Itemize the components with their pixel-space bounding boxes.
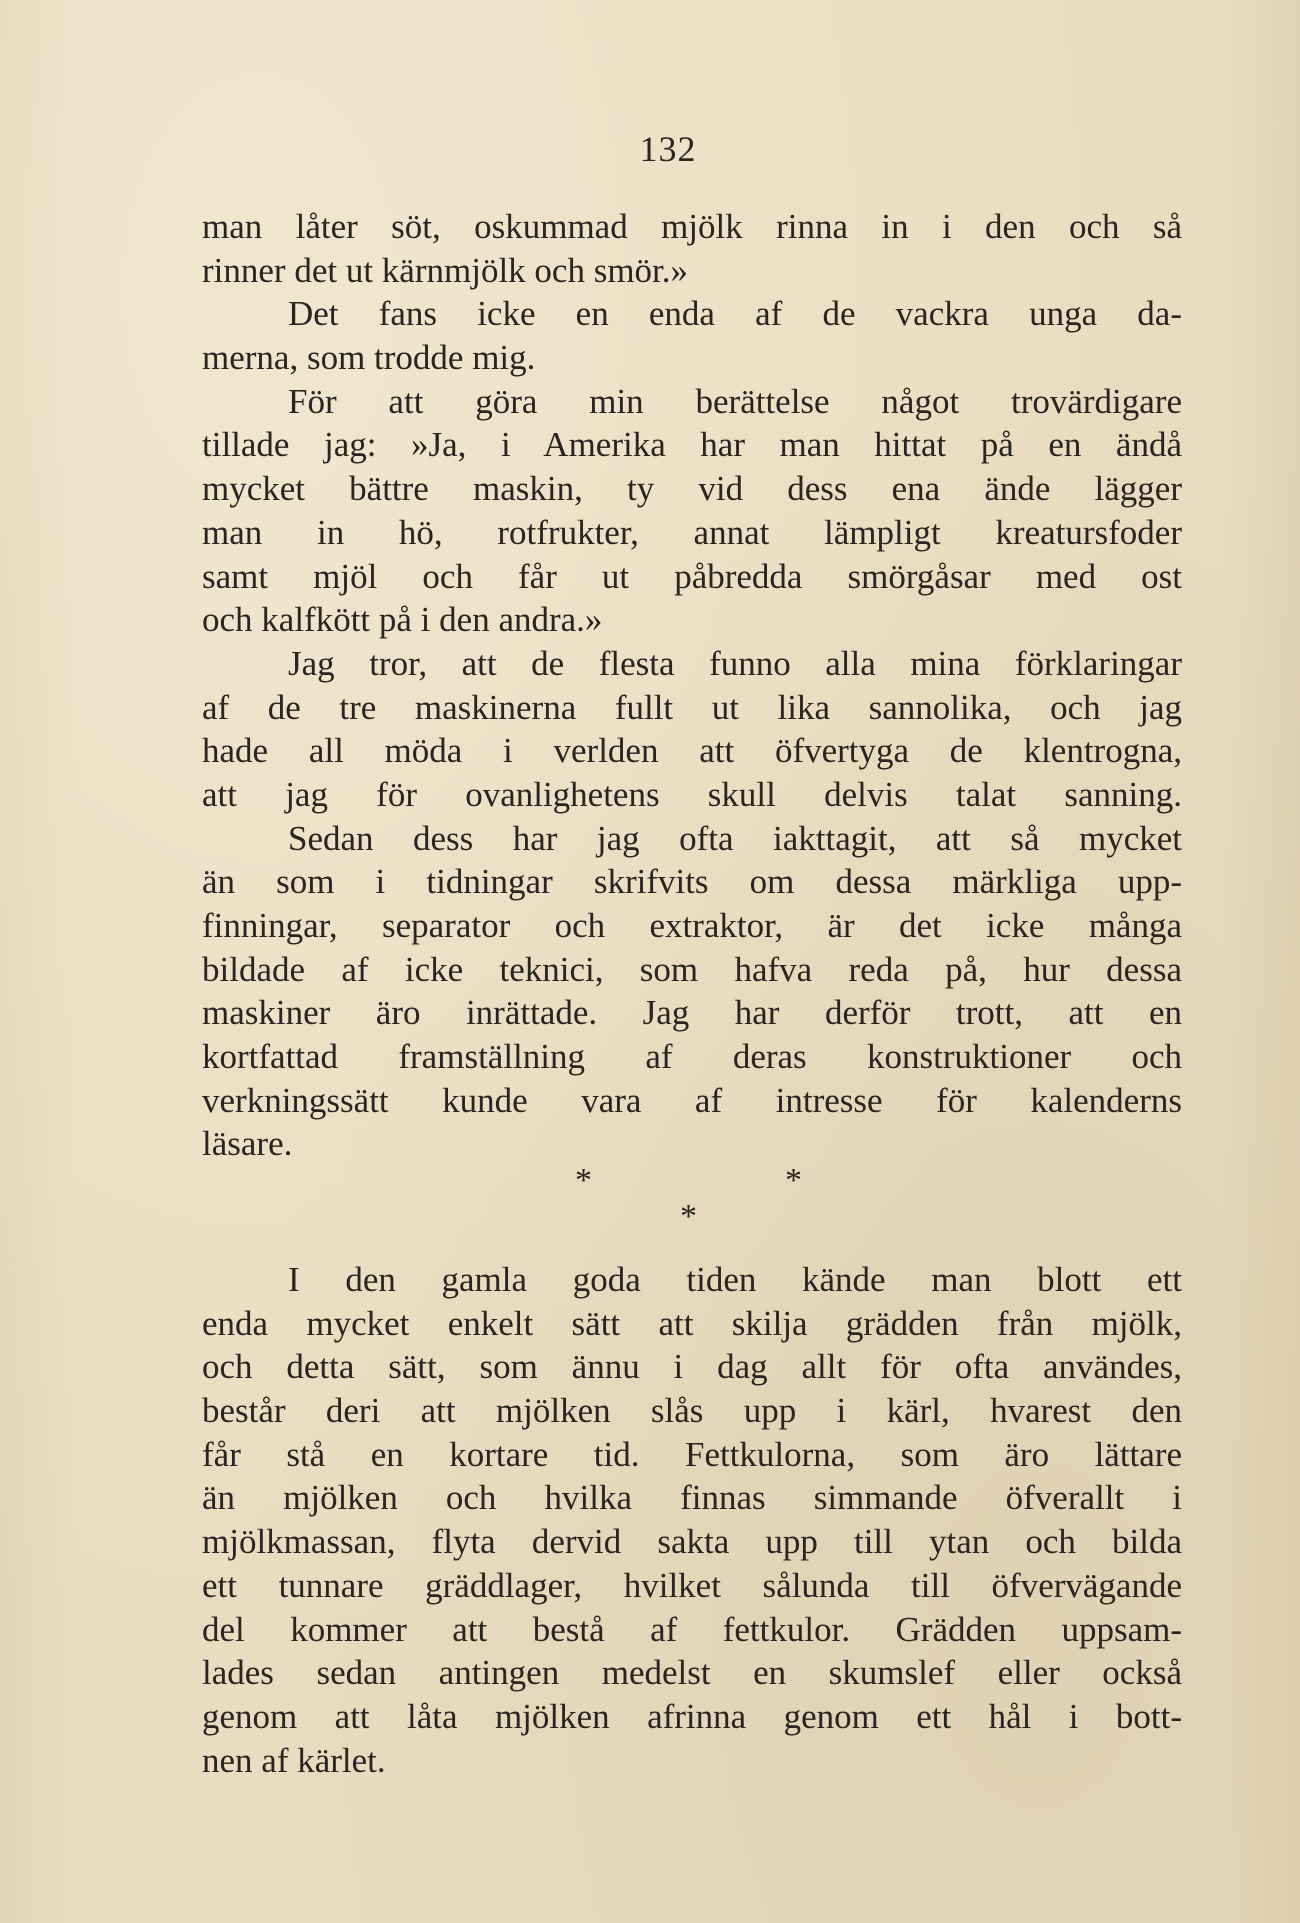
text-line: genom att låta mjölken afrinna genom ett hål i bott- bbox=[202, 1696, 1182, 1736]
text-line: Jag tror, att de flesta funno alla mina förklaringar bbox=[288, 643, 1182, 683]
text-line: lades sedan antingen medelst en skumslef eller också bbox=[202, 1653, 1182, 1693]
text-line: Det fans icke en enda af de vackra unga da- bbox=[288, 294, 1182, 334]
text-line: och detta sätt, som ännu i dag allt för ofta användes, bbox=[202, 1347, 1182, 1387]
page-number: 132 bbox=[639, 129, 697, 169]
text-line: enda mycket enkelt sätt att skilja grädden från mjölk, bbox=[202, 1303, 1182, 1343]
text-line: Sedan dess har jag ofta iakttagit, att så mycket bbox=[288, 818, 1182, 858]
text-line: kortfattad framställning af deras konstruktioner och bbox=[202, 1037, 1182, 1077]
text-line: består deri att mjölken slås upp i kärl, hvarest den bbox=[202, 1391, 1182, 1431]
text-line: läsare. bbox=[202, 1124, 293, 1164]
paragraph-block-bottom bbox=[202, 1258, 1182, 1782]
text-line: mycket bättre maskin, ty vid dess ena ände lägger bbox=[202, 469, 1182, 509]
text-line: och kalfkött på i den andra.» bbox=[202, 600, 603, 640]
text-line: af de tre maskinerna fullt ut lika sannolika, och jag bbox=[202, 687, 1182, 727]
text-line: tillade jag: »Ja, i Amerika har man hittat på en ändå bbox=[202, 425, 1182, 465]
text-line: än som i tidningar skrifvits om dessa märkliga upp- bbox=[202, 862, 1182, 902]
text-line: del kommer att bestå af fettkulor. Grädden uppsam- bbox=[202, 1609, 1182, 1649]
section-separator bbox=[0, 1162, 1300, 1242]
text-line: maskiner äro inrättade. Jag har derför trott, att en bbox=[202, 993, 1182, 1033]
text-line: bildade af icke teknici, som hafva reda på, hur dessa bbox=[202, 949, 1182, 989]
text-line: man låter söt, oskummad mjölk rinna in i den och så bbox=[202, 207, 1182, 246]
text-line: I den gamla goda tiden kände man blott ett bbox=[288, 1260, 1182, 1299]
asterisk-left: * bbox=[575, 1162, 592, 1199]
asterisk-right: * bbox=[785, 1162, 802, 1199]
paragraph-block-top bbox=[202, 205, 1182, 1166]
text-line: ett tunnare gräddlager, hvilket sålunda till öfvervägande bbox=[202, 1565, 1182, 1605]
text-line: merna, som trodde mig. bbox=[202, 338, 536, 378]
text-line: än mjölken och hvilka finnas simmande öfverallt i bbox=[202, 1478, 1182, 1518]
text-line: får stå en kortare tid. Fettkulorna, som äro lättare bbox=[202, 1434, 1182, 1474]
asterisk-bottom: * bbox=[680, 1198, 697, 1235]
text-line: man in hö, rotfrukter, annat lämpligt kreatursfoder bbox=[202, 512, 1182, 552]
text-line: att jag för ovanlighetens skull delvis talat sanning. bbox=[202, 774, 1182, 814]
text-line: mjölkmassan, flyta dervid sakta upp till ytan och bilda bbox=[202, 1522, 1182, 1562]
text-line: finningar, separator och extraktor, är det icke många bbox=[202, 906, 1182, 945]
text-line: verkningssätt kunde vara af intresse för kalenderns bbox=[202, 1080, 1182, 1120]
text-line: För att göra min berättelse något trovärdigare bbox=[288, 381, 1182, 421]
text-line: samt mjöl och får ut påbredda smörgåsar med ost bbox=[202, 556, 1182, 596]
text-line: rinner det ut kärnmjölk och smör.» bbox=[202, 250, 689, 290]
text-line: hade all möda i verlden att öfvertyga de klentrogna, bbox=[202, 731, 1182, 771]
text-line: nen af kärlet. bbox=[202, 1740, 386, 1780]
